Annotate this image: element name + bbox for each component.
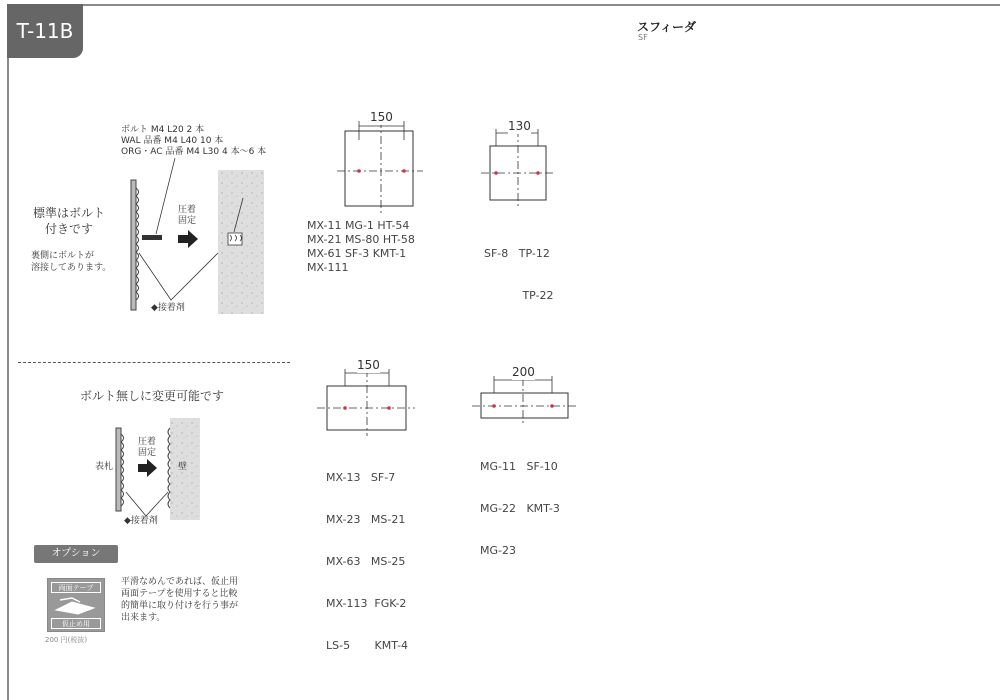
- model-row: MX-111: [307, 261, 349, 274]
- wall-label-2: 壁: [178, 462, 188, 472]
- press-label-2a: 圧着: [138, 437, 157, 447]
- tape-label: 両面テープ: [51, 582, 101, 593]
- model-row: MG-11 SF-10: [480, 460, 558, 473]
- desc-line: 平滑なめんであれば、仮止用: [121, 577, 239, 587]
- press-label-2b: 固定: [138, 448, 157, 458]
- model-row: MX-63 MS-25: [326, 555, 406, 568]
- model-row: MG-23: [480, 544, 516, 557]
- dim-label-150a: 150: [370, 110, 393, 124]
- standard-title-2: 付きです: [45, 222, 94, 236]
- model-row: LS-5 KMT-4: [326, 639, 408, 652]
- product-name: スフィーダ: [637, 20, 697, 34]
- dim-drawing-150a: [337, 120, 423, 214]
- dim-drawing-130: [481, 129, 555, 207]
- standard-title-1: 標準はボルト: [33, 206, 106, 220]
- dim-drawing-200: [472, 376, 577, 426]
- adhesive-label-2: ◆接着剤: [124, 516, 158, 526]
- model-row: TP-22: [484, 289, 554, 302]
- model-list-d: [480, 432, 560, 572]
- option-badge: オプション: [34, 545, 118, 563]
- double-sided-tape-illustration: [47, 578, 105, 632]
- bolt-note-2: WAL 品番 M4 L40 10 本: [121, 136, 224, 146]
- press-label-1a: 圧着: [178, 205, 197, 215]
- plate-label: 表札: [95, 462, 114, 472]
- desc-line: 出来ます。: [121, 613, 166, 623]
- product-code-tab: T-11B: [7, 4, 83, 58]
- dim-label-200: 200: [512, 365, 535, 379]
- model-row: MX-23 MS-21: [326, 513, 406, 526]
- bolt-note-3: ORG・AC 品番 M4 L30 4 本～6 本: [121, 147, 267, 157]
- model-row: MX-61 SF-3 KMT-1: [307, 247, 407, 260]
- section-divider: [18, 362, 290, 363]
- model-row: MX-13 SF-7: [326, 471, 396, 484]
- model-row: MX-21 MS-80 HT-58: [307, 233, 415, 246]
- model-list-c: [326, 443, 408, 667]
- desc-line: 的簡単に取り付けを行う事が: [121, 601, 239, 611]
- option-price: 200 円(税抜): [45, 636, 88, 644]
- model-list-b: [484, 219, 554, 317]
- press-label-1b: 固定: [178, 216, 197, 226]
- dim-drawing-150b: [317, 369, 415, 436]
- boltless-title: ボルト無しに変更可能です: [80, 389, 225, 403]
- dim-label-130: 130: [508, 119, 531, 133]
- model-row: MX-11 MG-1 HT-54: [307, 219, 410, 232]
- temp-label: 仮止め用: [51, 618, 101, 629]
- bolt-note-1: ボルト M4 L20 2 本: [121, 125, 205, 135]
- standard-note-2: 溶接してあります。: [31, 263, 112, 273]
- model-row: MX-113 FGK-2: [326, 597, 407, 610]
- model-list-a: [307, 219, 415, 275]
- model-row: MG-22 KMT-3: [480, 502, 560, 515]
- standard-note-1: 裏側にボルトが: [31, 251, 95, 261]
- option-description: [121, 576, 261, 624]
- model-row: SF-8 TP-12: [484, 247, 550, 260]
- desc-line: 両面テープを使用すると比較: [121, 589, 238, 599]
- tape-icon: [54, 596, 98, 616]
- dim-label-150b: 150: [357, 358, 380, 372]
- adhesive-label-1: ◆接着剤: [151, 303, 185, 313]
- product-sub: SF: [638, 33, 648, 42]
